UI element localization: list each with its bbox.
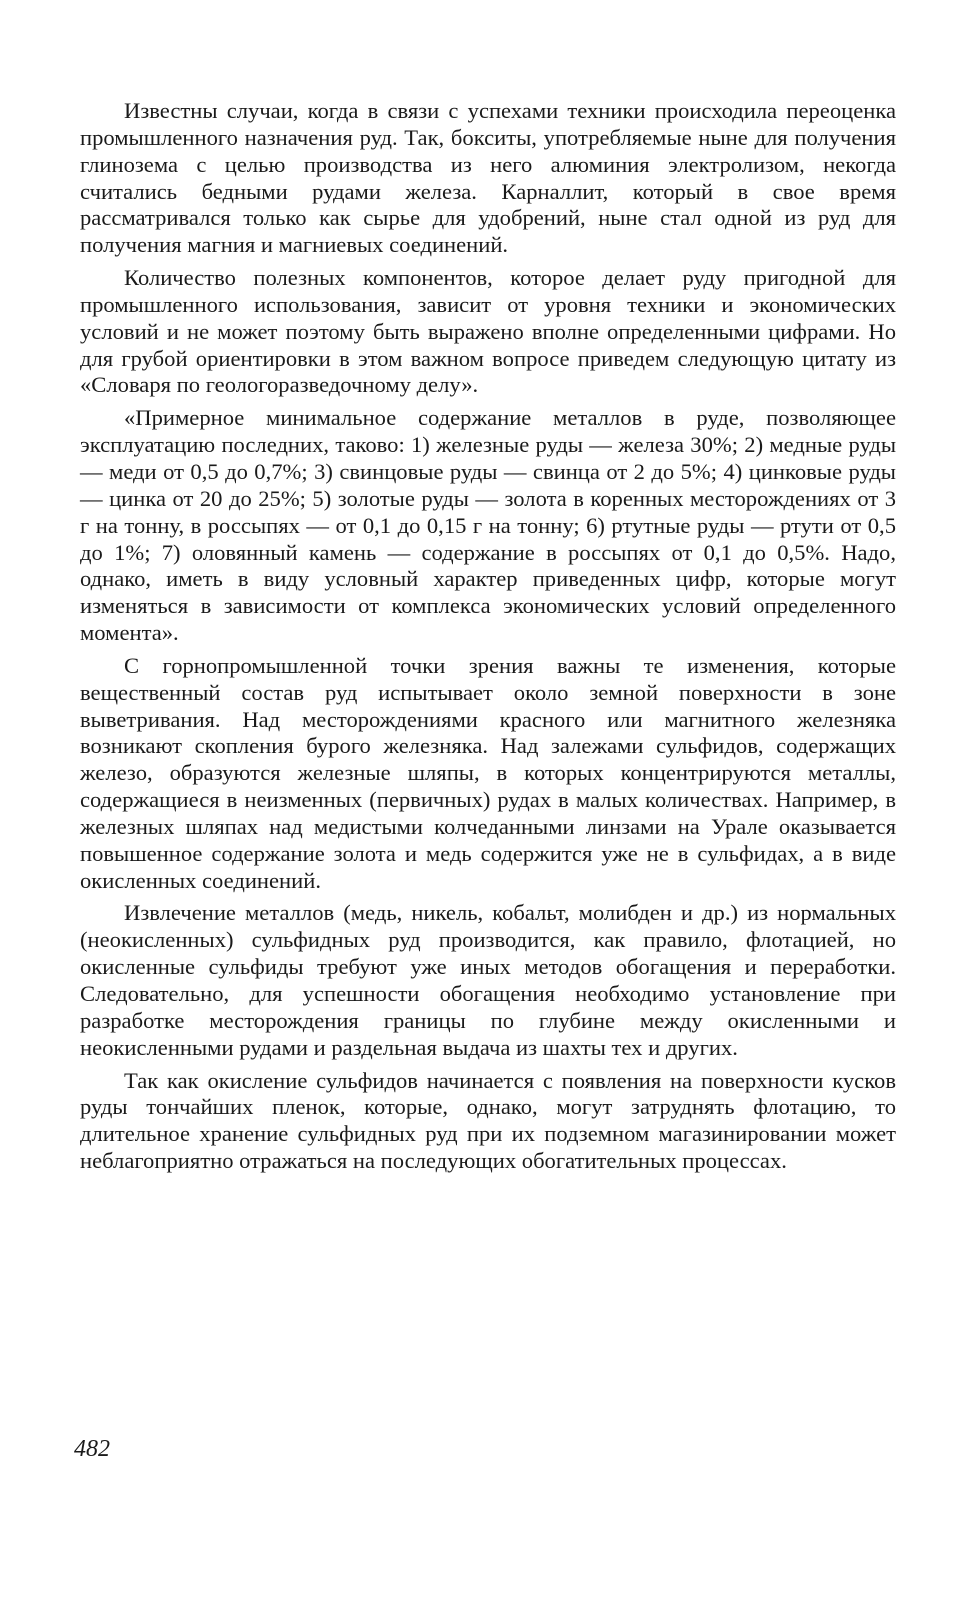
- paragraph-dictionary-quote: «Примерное минимальное содержание металлов в руде, позволяющее эксплуатацию последних, таково: 1) железные руды — железа 30%; 2) медные руды — меди от 0,5 до 0,7%; 3) свинцовые руды — свинца от 2 до 5%; 4) цинковые руды — цинка от 20 до 25%; 5) золотые руды — золота в коренных месторождениях от 3 г на тонну, в россыпях — от 0,1 до 0,15 г на тонну; 6) ртутные руды — ртути от 0,5 до 1%; 7) оловянный камень — содержание в россыпях от 0,1 до 0,5%. Надо, однако, иметь в виду условный характер приведенных цифр, которые могут изменяться в зависимости от комплекса экономических условий определенного момента».: [80, 405, 896, 646]
- page-number: 482: [74, 1436, 110, 1462]
- paragraph-useful-components: Количество полезных компонентов, которое делает руду пригодной для промышленного использования, зависит от уровня техники и экономических условий и не может поэтому быть выражено вполне определенными цифрами. Но для грубой ориентировки в этом важном вопросе приведем следующую цитату из «Словаря по геологоразведочному делу».: [80, 265, 896, 398]
- paragraph-sulfide-oxidation: Так как окисление сульфидов начинается с появления на поверхности кусков руды тончайших пленок, которые, однако, могут затруднять флотацию, то длительное хранение сульфидных руд при их подземном магазинировании может неблагоприятно отражаться на последующих обогатительных процессах.: [80, 1067, 896, 1174]
- paragraph-weathering-zone: С горнопромышленной точки зрения важны те изменения, которые вещественный состав руд испытывает около земной поверхности в зоне выветривания. Над месторождениями красного или магнитного железняка возникают скопления бурого железняка. Над залежами сульфидов, содержащих железо, образуются железные шляпы, в которых концентрируются металлы, содержащиеся в неизменных (первичных) рудах в малых количествах. Например, в железных шляпах над медистыми колчеданными линзами на Урале оказывается повышенное содержание золота и медь содержится уже не в сульфидах, а в виде окисленных соединений.: [80, 652, 896, 893]
- paragraph-metal-extraction: Извлечение металлов (медь, никель, кобальт, молибден и др.) из нормальных (неокисленных) сульфидных руд производится, как правило, флотацией, но окисленные сульфиды требуют уже иных методов обогащения и переработки. Следовательно, для успешности обогащения необходимо установление при разработке месторождения границы по глубине между окисленными и неокисленными рудами и раздельная выдача из шахты тех и других.: [80, 900, 896, 1060]
- paragraph-ore-reassessment: Известны случаи, когда в связи с успехами техники происходила переоценка промышленного назначения руд. Так, бокситы, употребляемые ныне для получения глинозема с целью производства из него алюминия электролизом, некогда считались бедными рудами железа. Карналлит, который в свое время рассматривался только как сырье для удобрений, ныне стал одной из руд для получения магния и магниевых соединений.: [80, 98, 896, 258]
- page-body: [80, 98, 896, 1181]
